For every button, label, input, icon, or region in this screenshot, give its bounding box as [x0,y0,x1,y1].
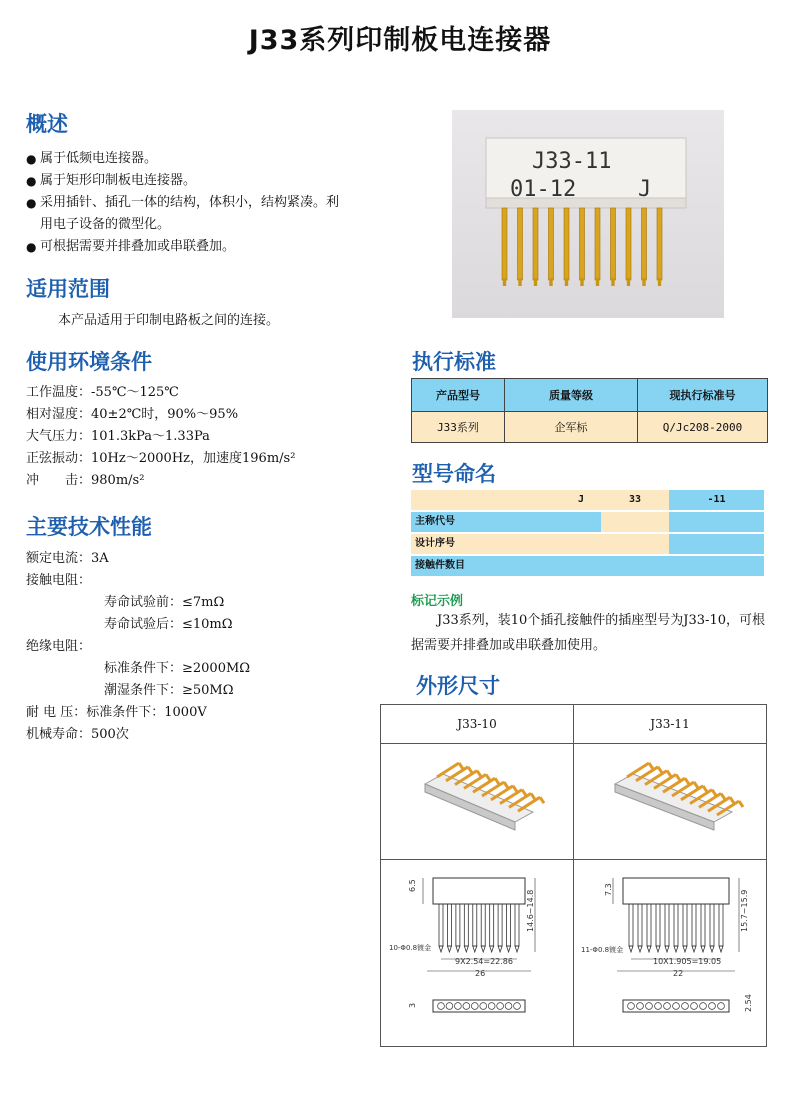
drawing-pin [629,904,633,946]
drawing-pin [439,904,443,946]
naming-label-design: 设计序号 [411,534,669,554]
photo-pins [502,208,662,286]
photo-mark: J [638,177,652,202]
scope-text: 本产品适用于印制电路板之间的连接。 [58,313,280,328]
photo-pin-tip [549,278,552,286]
dim-left-bottom-h: 3 [408,1002,417,1008]
iso-pin-bend [694,782,698,788]
drawing-pin-tip [515,946,519,952]
standard-header-cell: 现执行标准号 [638,379,768,412]
drawing-hole [480,1003,487,1010]
drawing-pin-tip [481,946,485,952]
dim-right-pitch-note: 11-Φ0.8镀金 [581,946,624,954]
connector-photo-svg [452,110,724,318]
iso-pin-bend [739,801,743,807]
tech-contact-after: 寿命试验后：≤10mΩ [104,617,233,632]
page-title: J33系列印制板电连接器 [248,25,552,56]
photo-pin [502,208,507,280]
drawing-hole [514,1003,521,1010]
drawing-pin [473,904,477,946]
drawing-pin-tip [447,946,451,952]
drawing-pin-tip [701,946,705,952]
drawing-hole [628,1003,635,1010]
drawing-pin-tip [683,946,687,952]
photo-pin [611,208,616,280]
drawing-pin [456,904,460,946]
tech-voltage: 耐 电 压：标准条件下：1000V [26,705,207,720]
drawing-hole [505,1003,512,1010]
standard-header-cell: 质量等级 [505,379,638,412]
drawing-pin-tip [692,946,696,952]
drawing-hole [664,1003,671,1010]
photo-pin [580,208,585,280]
standard-heading: 执行标准 [412,350,496,374]
tech-insulation-label: 绝缘电阻： [26,639,92,654]
dim-right-width: 22 [673,969,684,978]
env-row: 相对湿度：40±2℃时，90%～95% [26,407,239,422]
photo-pin-tip [611,278,614,286]
iso-pin-bend [486,774,490,780]
photo-pin [626,208,631,280]
drawing-hole [454,1003,461,1010]
drawing-body [623,878,729,904]
drawing-pin [464,904,468,946]
drawing-pin [498,904,502,946]
tech-insulation-humid: 潮湿条件下：≥50MΩ [104,683,234,698]
tech-life: 机械寿命：500次 [26,727,129,742]
iso-pin-bend [721,793,725,799]
drawing-bottom-view [623,1000,729,1012]
iso-pin-bend [477,771,481,777]
drawing-left [389,878,535,1012]
iso-pin-bend [459,763,463,769]
photo-pin [549,208,554,280]
drawing-hole [709,1003,716,1010]
dim-right-model: J33-11 [650,717,690,731]
iso-pin-bend [495,778,499,784]
photo-pin-tip [534,278,537,286]
drawing-pin-tip [647,946,651,952]
drawing-pin [481,904,485,946]
standard-cell: Q/Jc208-2000 [638,412,768,443]
drawing-pin-tip [464,946,468,952]
naming-diagram [411,490,764,578]
env-row: 正弦振动：10Hz～2000Hz，加速度196m/s² [26,451,296,466]
tech-contact-label: 接触电阻： [26,573,92,588]
photo-pin [533,208,538,280]
photo-pin [642,208,647,280]
overview-item: ● 采用插针、插孔一体的结构，体积小，结构紧凑。利用电子设备的微型化。 [28,192,345,236]
env-row: 大气压力：101.3kPa～1.33Pa [26,429,210,444]
drawing-pin [447,904,451,946]
iso-pin-bend [712,790,716,796]
iso-pin-bend [685,778,689,784]
tech-list [26,548,386,746]
drawing-pin-tip [507,946,511,952]
dimension-table [380,704,767,1047]
env-row: 工作温度：-55℃～125℃ [26,385,179,400]
example-title: 标记示例 [411,594,464,609]
drawing-body [433,878,525,904]
drawing-hole [446,1003,453,1010]
env-row: 冲 击：980m/s² [26,473,145,488]
drawing-pin [638,904,642,946]
drawing-pin [647,904,651,946]
drawing-pin-tip [665,946,669,952]
naming-label-main: 主称代号 [411,512,601,532]
drawing-pin-tip [638,946,642,952]
drawing-pin [710,904,714,946]
drawing-pin [692,904,696,946]
drawing-pin-tip [498,946,502,952]
drawing-pin [701,904,705,946]
dim-3d-views [381,744,766,859]
photo-pin [518,208,523,280]
drawing-pin-tip [439,946,443,952]
drawing-pin [719,904,723,946]
drawing-pin-tip [719,946,723,952]
drawing-pin-tip [456,946,460,952]
iso-pin-bend [667,771,671,777]
naming-label-contacts: 接触件数目 [411,556,764,576]
standard-data-row [412,412,768,443]
photo-pin-tip [580,278,583,286]
naming-code-j: J [561,490,601,510]
drawing-hole [691,1003,698,1010]
standard-cell: 企军标 [505,412,638,443]
drawing-pin [656,904,660,946]
drawing-right [581,878,753,1012]
drawing-hole [646,1003,653,1010]
drawing-pin-tip [490,946,494,952]
overview-item: ● 可根据需要并排叠加或串联叠加。 [28,236,358,258]
iso-pin-bend [504,782,508,788]
photo-pin-tip [518,278,521,286]
tech-insulation-std: 标准条件下：≥2000MΩ [104,661,251,676]
environment-heading: 使用环境条件 [26,350,152,374]
iso-pin-bend [522,790,526,796]
dim-drawings [381,860,766,1046]
iso-view-left [425,763,544,830]
iso-pin-bend [540,797,544,803]
iso-pin-bend [658,767,662,773]
overview-heading: 概述 [26,112,68,136]
iso-pin-bend [531,793,535,799]
drawing-pin [683,904,687,946]
drawing-hole [471,1003,478,1010]
drawing-pin [674,904,678,946]
naming-code-33: 33 [601,490,669,510]
photo-line1: J33-11 [532,149,612,174]
dim-left-model: J33-10 [457,717,497,731]
drawing-hole [718,1003,725,1010]
photo-pin [657,208,662,280]
scope-heading: 适用范围 [26,277,110,301]
drawing-hole [682,1003,689,1010]
drawing-pin [507,904,511,946]
standard-table [411,378,768,443]
photo-pin [564,208,569,280]
dim-left-pinlen: 14.6~14.8 [526,889,535,932]
iso-pin-bend [649,763,653,769]
overview-list [28,148,358,258]
drawing-pin-tip [710,946,714,952]
drawing-hole [673,1003,680,1010]
dim-left-pitch-note: 10-Φ0.8镀金 [389,944,432,952]
drawing-pin-tip [674,946,678,952]
drawing-hole [488,1003,495,1010]
photo-pin-tip [596,278,599,286]
standard-header-cell: 产品型号 [412,379,505,412]
photo-pin [595,208,600,280]
iso-pin-bend [730,797,734,803]
standard-cell: J33系列 [412,412,505,443]
photo-line2: 01-12 [510,177,577,202]
tech-heading: 主要技术性能 [26,515,152,539]
product-photo [452,110,724,318]
example-text: J33系列，装10个插孔接触件的插座型号为J33-10，可根据需要并排叠加或串联叠加使用。 [411,613,765,653]
photo-pin-tip [565,278,568,286]
iso-pin-bend [468,767,472,773]
drawing-hole [463,1003,470,1010]
naming-code-11: -11 [669,490,764,510]
drawing-pin-tip [629,946,633,952]
iso-pin-bend [513,786,517,792]
iso-view-right [615,763,743,830]
dim-right-pinlen: 15.7~15.9 [740,889,749,932]
iso-pin-bend [676,774,680,780]
dim-left-pitch: 9X2.54=22.86 [455,957,513,966]
drawing-hole [497,1003,504,1010]
drawing-hole [637,1003,644,1010]
dim-left-width: 26 [475,969,486,978]
photo-pin-tip [627,278,630,286]
naming-heading: 型号命名 [412,462,496,486]
standard-header-row [412,379,768,412]
drawing-pin-tip [473,946,477,952]
dim-right-height: 7.3 [604,883,613,896]
tech-contact-before: 寿命试验前：≤7mΩ [104,595,225,610]
overview-item: ● 属于低频电连接器。 [28,148,358,170]
dimensions-heading: 外形尺寸 [416,674,500,698]
photo-pin-tip [658,278,661,286]
drawing-bottom-view [433,1000,525,1012]
iso-pin-bend [703,786,707,792]
photo-pin-tip [503,278,506,286]
environment-list [26,382,295,492]
dim-right-pitch: 10X1.905=19.05 [653,957,722,966]
drawing-pin [490,904,494,946]
drawing-pin-tip [656,946,660,952]
drawing-pin [665,904,669,946]
dim-left-height: 6.5 [408,879,417,892]
drawing-hole [655,1003,662,1010]
drawing-pin [515,904,519,946]
drawing-hole [438,1003,445,1010]
tech-current: 额定电流：3A [26,551,109,566]
photo-pin-tip [642,278,645,286]
overview-item: ● 属于矩形印制板电连接器。 [28,170,358,192]
drawing-hole [700,1003,707,1010]
dim-right-bottom-h: 2.54 [744,994,753,1012]
